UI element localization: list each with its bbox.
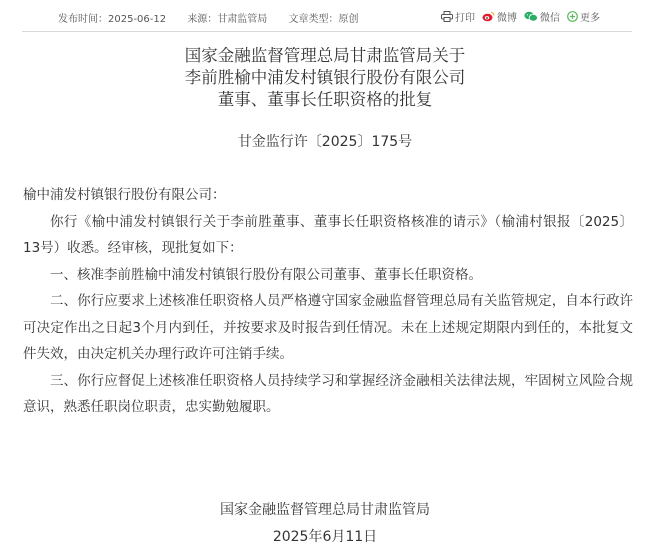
header-divider <box>22 31 632 32</box>
article-title <box>0 45 650 111</box>
title-line-2: 李前胜榆中浦发村镇银行股份有限公司 <box>184 68 466 87</box>
weibo-share-button[interactable] <box>482 9 517 24</box>
article-type <box>289 14 359 25</box>
title-line-3: 董事、董事长任职资格的批复 <box>217 90 433 109</box>
weibo-label: 微博 <box>497 13 517 24</box>
issue-date: 2025年6月11日 <box>272 529 378 545</box>
weibo-icon <box>482 11 495 22</box>
article-type-label: 文章类型： <box>288 14 339 25</box>
paragraph-4: 三、你行应督促上述核准任职资格人员持续学习和掌握经济金融相关法律法规，牢固树立风险合规意识，熟悉任职岗位职责，忠实勤勉履职。 <box>23 372 633 415</box>
wechat-label: 微信 <box>540 13 560 24</box>
title-line-1: 国家金融监督管理总局甘肃监管局关于 <box>184 46 466 65</box>
addressee: 榆中浦发村镇银行股份有限公司： <box>23 187 226 203</box>
article-body <box>23 182 633 421</box>
wechat-icon <box>524 11 538 22</box>
source-label: 来源： <box>187 14 218 25</box>
paragraph-1: 你行《榆中浦发村镇银行关于李前胜董事、董事长任职资格核准的请示》（榆浦村银报〔2025〕13号）收悉。经审核，现批复如下： <box>23 213 633 256</box>
paragraph-2: 一、核准李前胜榆中浦发村镇银行股份有限公司董事、董事长任职资格。 <box>50 266 482 283</box>
article-type-value: 原创 <box>338 14 359 25</box>
source-value: 甘肃监管局 <box>217 14 268 25</box>
plus-circle-icon <box>567 11 578 22</box>
article-meta <box>58 10 377 25</box>
print-label: 打印 <box>455 13 475 24</box>
printer-icon <box>441 11 453 22</box>
issuing-organization: 国家金融监督管理总局甘肃监管局 <box>220 502 430 518</box>
article-meta-bar <box>0 0 650 32</box>
more-share-button[interactable] <box>567 9 600 24</box>
source <box>187 14 267 25</box>
print-button[interactable] <box>441 9 475 24</box>
paragraph-3: 二、你行应要求上述核准任职资格人员严格遵守国家金融监督管理总局有关监管规定，自本行政许可决定作出之日起3个月内到任，并按要求及时报告到任情况。未在上述规定期限内到任的，本批复文件失效，由决定机关办理行政许可注销手续。 <box>23 293 633 362</box>
publish-time-label: 发布时间： <box>58 14 108 25</box>
document-number: 甘金监行许〔2025〕175号 <box>237 134 413 150</box>
more-label: 更多 <box>580 13 600 24</box>
publish-time-value: 2025-06-12 <box>108 14 167 25</box>
wechat-share-button[interactable] <box>524 9 560 24</box>
share-toolbar <box>434 9 600 24</box>
publish-time <box>58 14 166 25</box>
